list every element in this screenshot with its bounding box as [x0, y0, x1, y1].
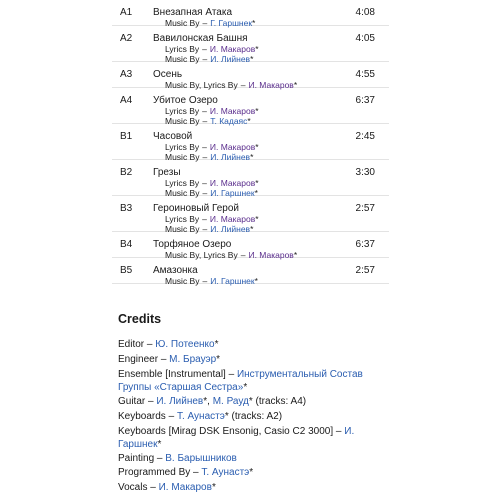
- credit-dash: –: [150, 482, 156, 493]
- track-credit-name-link[interactable]: И. Гаршнек: [210, 188, 255, 198]
- track-credit-name-link[interactable]: И. Макаров: [209, 178, 256, 188]
- tracklist: [112, 0, 389, 284]
- track-credit-star: *: [293, 250, 298, 260]
- credit-dash: –: [193, 467, 199, 478]
- credit-editor: [118, 338, 219, 352]
- credit-name-link[interactable]: Инструментальный Состав: [236, 369, 363, 380]
- track-credit-dash: –: [202, 44, 207, 54]
- credit-name-link[interactable]: М. Брауэр: [169, 354, 217, 365]
- track-credit: [165, 178, 259, 188]
- credit-star: *: [249, 467, 254, 478]
- track-position: A2: [120, 33, 133, 44]
- track-credit-star: *: [252, 18, 256, 28]
- credit-dash: –: [335, 426, 342, 437]
- credit-role: Editor: [118, 339, 145, 350]
- track-credit-dash: –: [202, 152, 208, 162]
- credit-name-link[interactable]: Т. Аунастэ: [176, 411, 225, 422]
- track-credit: [165, 44, 259, 54]
- track-duration: 3:30: [355, 167, 375, 178]
- track-title: Героиновый Герой: [153, 203, 239, 214]
- track-credit-role: Music By: [165, 116, 200, 126]
- track-credit-role: Lyrics By: [165, 106, 200, 116]
- track-credit-name-link[interactable]: И. Лийнев: [210, 224, 251, 234]
- track-credit-star: *: [250, 152, 254, 162]
- track-credit-dash: –: [202, 54, 208, 64]
- track-credit: [165, 142, 259, 152]
- credit-role: Painting: [118, 453, 155, 464]
- track-row: [112, 232, 389, 258]
- credit-name-link[interactable]: М. Рауд: [212, 396, 249, 407]
- track-credit-dash: –: [202, 18, 208, 28]
- track-credit: [165, 214, 259, 224]
- track-credit-star: *: [293, 80, 298, 90]
- track-row: [112, 62, 389, 88]
- track-title: Внезапная Атака: [153, 7, 233, 18]
- credit-dash: –: [156, 453, 163, 464]
- track-credit-dash: –: [240, 250, 246, 260]
- track-credit-dash: –: [202, 142, 207, 152]
- track-title: Осень: [153, 69, 183, 80]
- track-position: B4: [120, 239, 133, 250]
- credit-role: Keyboards [Mirag DSK Ensonig, Casio C2 3000]: [118, 426, 334, 437]
- credit-engineer: [118, 353, 220, 367]
- credit-tracks: * (tracks: A2): [224, 411, 283, 422]
- track-credit-dash: –: [240, 80, 246, 90]
- track-credit-role: Music By, Lyrics By: [165, 80, 238, 90]
- track-credit-name-link[interactable]: И. Лийнев: [210, 152, 251, 162]
- track-credit-role: Music By: [165, 276, 200, 286]
- track-credit-name-link[interactable]: И. Макаров: [248, 250, 294, 260]
- credit-dash: –: [228, 369, 235, 380]
- credit-role: Programmed By: [118, 467, 191, 478]
- credit-name-link[interactable]: И.: [344, 426, 355, 437]
- credit-star: *: [157, 439, 162, 450]
- track-duration: 6:37: [355, 239, 375, 250]
- track-credit-star: *: [247, 116, 251, 126]
- track-row: [112, 124, 389, 160]
- credit-keyboards-mirag-cont: [118, 438, 161, 452]
- credit-programmed: [118, 466, 253, 480]
- credit-role: Engineer: [118, 354, 159, 365]
- track-credit-star: *: [255, 178, 259, 188]
- track-duration: 2:57: [355, 203, 375, 214]
- credit-guitar: [118, 395, 306, 409]
- track-credit-role: Music By: [165, 18, 200, 28]
- track-credit-name-link[interactable]: И. Макаров: [209, 44, 256, 54]
- track-position: A3: [120, 69, 133, 80]
- track-position: B2: [120, 167, 133, 178]
- track-credit-role: Music By: [165, 224, 200, 234]
- track-row: [112, 196, 389, 232]
- track-credit-dash: –: [202, 224, 208, 234]
- credit-role: Vocals: [118, 482, 148, 493]
- track-position: A1: [120, 7, 133, 18]
- track-position: A4: [120, 95, 133, 106]
- track-credit-name-link[interactable]: И. Макаров: [209, 214, 256, 224]
- track-credit-star: *: [255, 214, 259, 224]
- track-credit-name-link[interactable]: Г. Гаршнек: [210, 18, 253, 28]
- track-duration: 4:05: [355, 33, 375, 44]
- track-credit-role: Music By: [165, 188, 200, 198]
- track-credit-dash: –: [202, 116, 208, 126]
- track-title: Часовой: [153, 131, 193, 142]
- credit-dash: –: [168, 411, 175, 422]
- track-row: [112, 0, 389, 26]
- track-credit-role: Lyrics By: [165, 44, 200, 54]
- credit-keyboards-mirag: [118, 425, 354, 439]
- credit-star: *: [214, 339, 219, 350]
- track-credit-role: Music By, Lyrics By: [165, 250, 238, 260]
- credit-role: Guitar: [118, 396, 146, 407]
- track-credit-star: *: [250, 54, 254, 64]
- track-credit-dash: –: [202, 276, 208, 286]
- track-title: Грезы: [153, 167, 181, 178]
- track-credit-role: Lyrics By: [165, 214, 200, 224]
- track-duration: 4:08: [355, 7, 375, 18]
- track-row: [112, 160, 389, 196]
- track-credit-name-link[interactable]: И. Лийнев: [210, 54, 251, 64]
- track-credit-role: Music By: [165, 54, 200, 64]
- track-row: [112, 26, 389, 62]
- track-credit-star: *: [254, 276, 258, 286]
- credit-name-link[interactable]: Группы «Старшая Сестра»: [118, 382, 244, 393]
- credit-star: *: [243, 382, 248, 393]
- track-row: [112, 88, 389, 124]
- track-credit-dash: –: [202, 178, 207, 188]
- track-credit-role: Lyrics By: [165, 142, 200, 152]
- track-credit-role: Music By: [165, 152, 200, 162]
- credit-name-link[interactable]: Ю. Потеенко: [155, 339, 215, 350]
- track-credit-star: *: [250, 224, 254, 234]
- track-credit-dash: –: [202, 214, 207, 224]
- track-duration: 4:55: [355, 69, 375, 80]
- track-credit: [165, 276, 258, 286]
- credit-name-link[interactable]: И. Лийнев: [156, 396, 204, 407]
- track-credit-star: *: [255, 106, 259, 116]
- track-credit-star: *: [255, 44, 259, 54]
- track-credit: [165, 106, 259, 116]
- credit-ensemble: [118, 368, 363, 382]
- track-duration: 2:57: [355, 265, 375, 276]
- credits-heading: Credits: [118, 312, 162, 326]
- track-duration: 2:45: [355, 131, 375, 142]
- credit-role: Keyboards: [118, 411, 166, 422]
- track-title: Убитое Озеро: [153, 95, 218, 106]
- track-duration: 6:37: [355, 95, 375, 106]
- credit-role: Ensemble [Instrumental]: [118, 369, 226, 380]
- track-credit-dash: –: [202, 106, 207, 116]
- credit-tracks: * (tracks: A4): [248, 396, 307, 407]
- credit-dash: –: [146, 339, 153, 350]
- track-credit-name-link[interactable]: Т. Кадаяс: [210, 116, 248, 126]
- credit-name-link[interactable]: И. Макаров: [158, 482, 212, 493]
- credit-dash: –: [160, 354, 167, 365]
- track-credit-dash: –: [202, 188, 208, 198]
- track-title: Торфяное Озеро: [153, 239, 232, 250]
- track-credit-name-link[interactable]: И. Гаршнек: [210, 276, 255, 286]
- track-credit-role: Lyrics By: [165, 178, 200, 188]
- track-title: Вавилонская Башня: [153, 33, 248, 44]
- track-credit-name-link[interactable]: И. Макаров: [248, 80, 294, 90]
- track-position: B1: [120, 131, 133, 142]
- track-credit-star: *: [255, 142, 259, 152]
- track-position: B5: [120, 265, 133, 276]
- credit-painting: [118, 452, 237, 466]
- credit-dash: –: [148, 396, 154, 407]
- credit-name-link[interactable]: Т. Аунастэ: [201, 467, 250, 478]
- credit-star: *,: [203, 396, 210, 407]
- credit-star: *: [216, 354, 221, 365]
- credit-name-link[interactable]: Гаршнек: [118, 439, 158, 450]
- credit-ensemble-cont: [118, 381, 247, 395]
- track-row: [112, 258, 389, 284]
- track-title: Амазонка: [153, 265, 198, 276]
- credit-star: *: [211, 482, 216, 493]
- track-credit-name-link[interactable]: И. Макаров: [209, 106, 256, 116]
- credit-vocals: [118, 481, 216, 495]
- track-position: B3: [120, 203, 133, 214]
- track-credit-star: *: [254, 188, 258, 198]
- credit-keyboards: [118, 410, 282, 424]
- track-credit-name-link[interactable]: И. Макаров: [209, 142, 256, 152]
- credit-name-link[interactable]: В. Барышников: [165, 453, 237, 464]
